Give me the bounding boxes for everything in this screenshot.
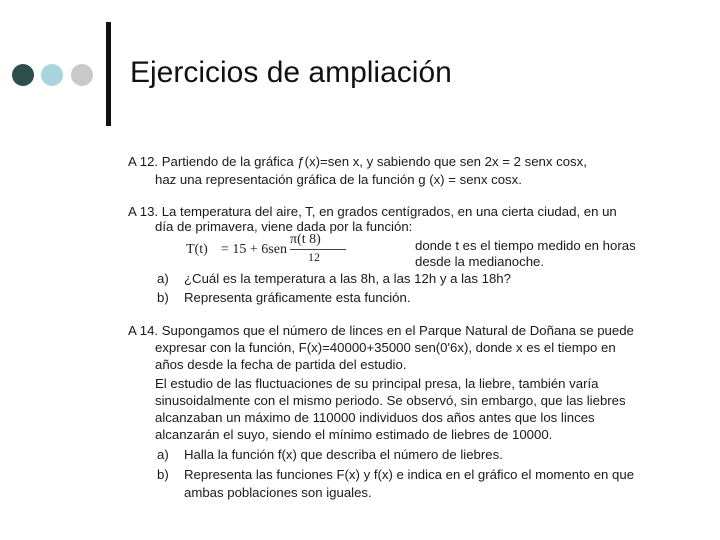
- formula-numerator: π(t 8): [290, 232, 321, 247]
- a14-line-3: años desde la fecha de partida del estudio.: [155, 357, 407, 372]
- title-divider: [106, 22, 111, 126]
- a13-qb-label: b): [157, 290, 169, 305]
- a14-line-2: expresar con la función, F(x)=40000+35000 sen(0'6x), donde x es el tiempo en: [155, 340, 616, 355]
- a14-qb-text-1: Representa las funciones F(x) y f(x) e indica en el gráfico el momento en que: [184, 467, 635, 482]
- a14-line-4: El estudio de las fluctuaciones de su principal presa, la liebre, también varía: [155, 376, 599, 391]
- a14-qa-label: a): [157, 447, 169, 462]
- a13-qa-text: ¿Cuál es la temperatura a las 8h, a las 12h y a las 18h?: [184, 271, 511, 286]
- a14-qa-text: Halla la función f(x) que describa el número de liebres.: [184, 447, 503, 462]
- temperature-formula: [186, 233, 346, 267]
- bullet-dot-light-blue: [41, 64, 63, 86]
- bullet-dot-dark: [12, 64, 34, 86]
- a14-line-7: alcanzarán el suyo, siendo el mínimo estimado de liebres de 10000.: [155, 427, 553, 442]
- formula-mid: = 15 + 6sen: [221, 242, 287, 257]
- a13-qb-text: Representa gráficamente esta función.: [184, 290, 411, 305]
- a12-line-2: haz una representación gráfica de la función g (x) = senx cosx.: [155, 172, 522, 187]
- slide-title: Ejercicios de ampliación: [130, 56, 452, 89]
- bullet-dot-gray: [71, 64, 93, 86]
- a13-line-2: día de primavera, viene dada por la función:: [155, 219, 413, 234]
- a13-note-1: donde t es el tiempo medido en horas: [415, 238, 636, 253]
- a14-line-1: A 14. Supongamos que el número de linces en el Parque Natural de Doñana se puede: [128, 323, 634, 338]
- a13-line-1: A 13. La temperatura del aire, T, en grados centígrados, en una cierta ciudad, en un: [128, 204, 617, 219]
- formula-lhs: T(t): [186, 242, 208, 257]
- a14-line-5: sinusoidalmente con el mismo periodo. Se observó, sin embargo, que las liebres: [155, 393, 626, 408]
- a13-qa-label: a): [157, 271, 169, 286]
- a14-line-6: alcanzaban un máximo de 110000 individuos dos años antes que los linces: [155, 410, 595, 425]
- a14-qb-text-2: ambas poblaciones son iguales.: [184, 485, 372, 500]
- a12-line-1: A 12. Partiendo de la gráfica ƒ(x)=sen x, y sabiendo que sen 2x = 2 senx cosx,: [128, 154, 587, 169]
- a14-qb-label: b): [157, 467, 169, 482]
- formula-denominator: 12: [308, 250, 320, 264]
- a13-note-2: desde la medianoche.: [415, 254, 545, 269]
